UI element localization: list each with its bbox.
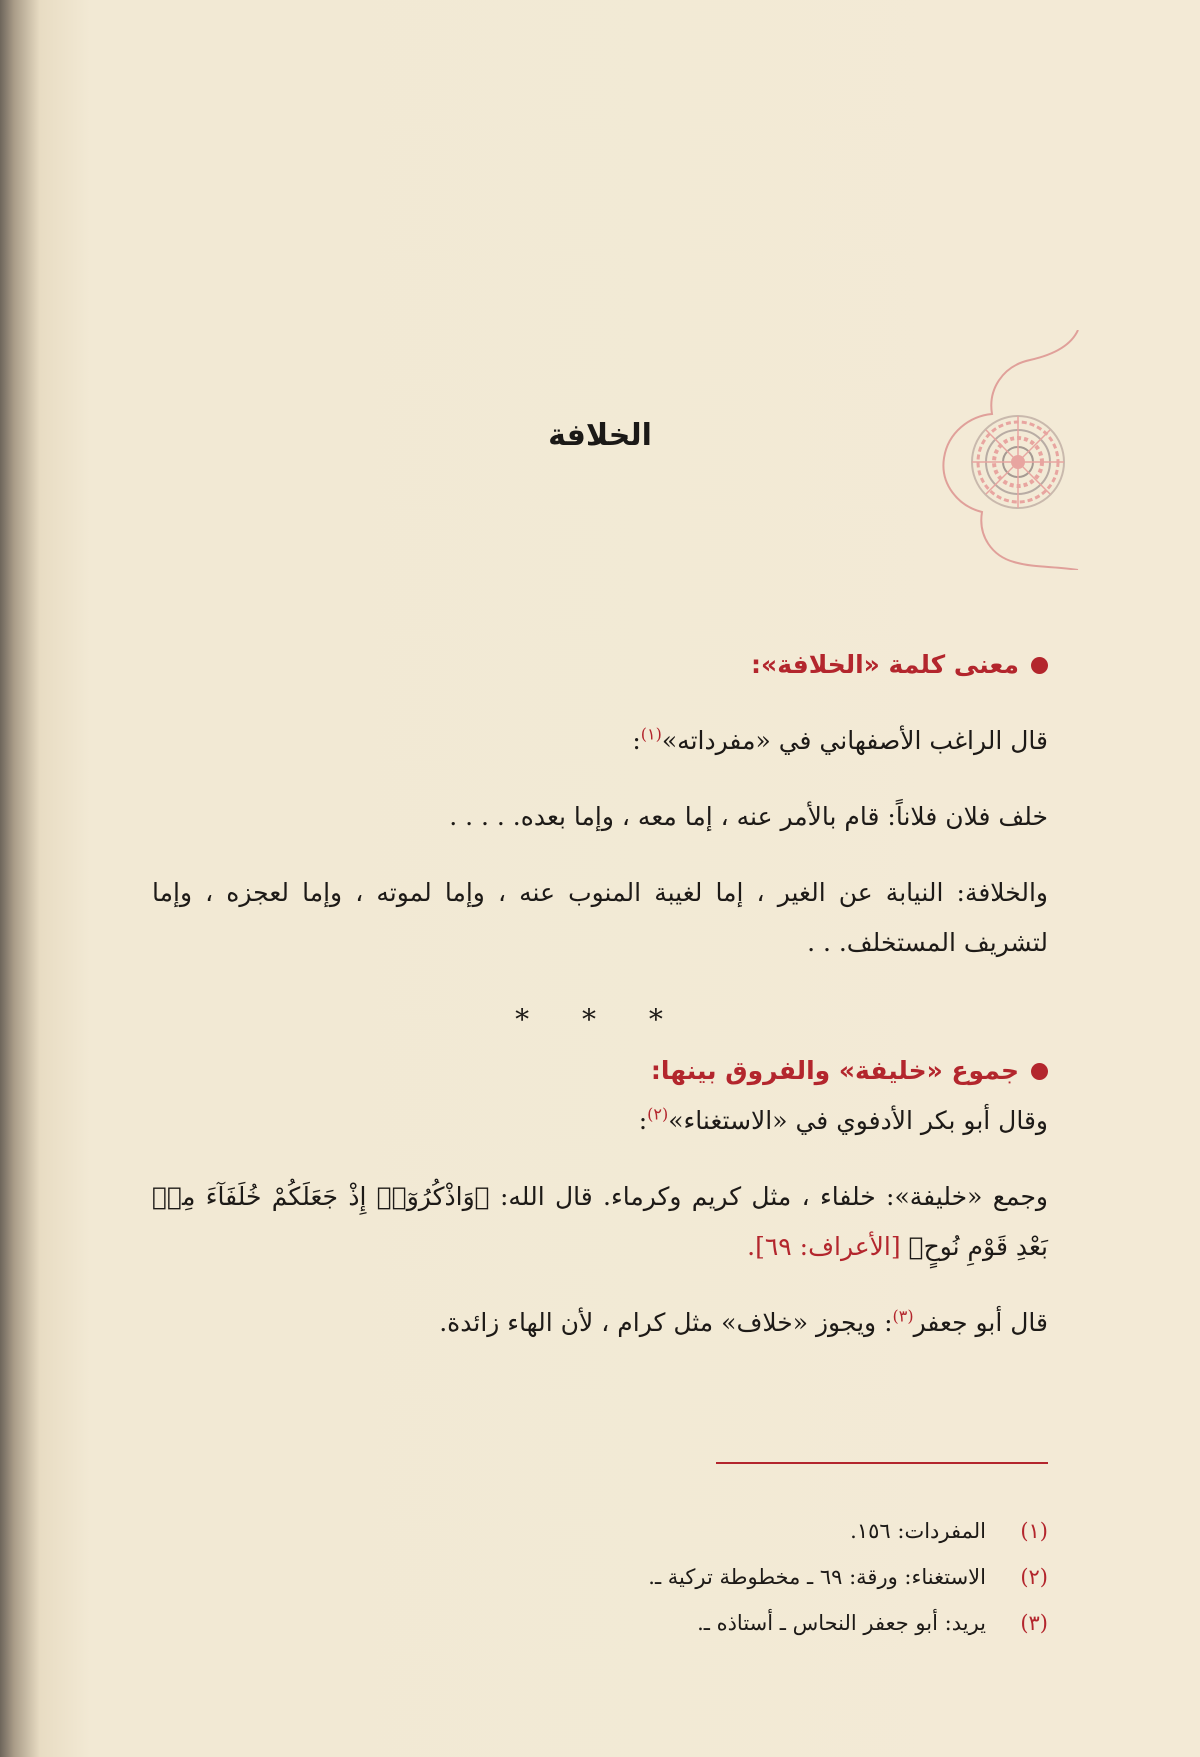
paragraph: وجمع «خليفة»: خلفاء ، مثل كريم وكرماء. قال الله: ﴿وَاذْكُرُوٓا۟ إِذْ جَعَلَكُمْ خُلَفَآءَ مِنۢ بَعْدِ قَوْمِ نُوحٍ﴾ [الأعراف: ٦٩]. — [152, 1182, 1048, 1261]
paragraph: قال أبو جعفر$^{(٣)}$: ويجوز «خلاف» مثل كرام ، لأن الهاء زائدة. — [439, 1306, 1048, 1337]
paragraph: وقال أبو بكر الأدفوي في «الاستغناء»$^{(٢)}$: — [638, 1104, 1048, 1135]
footnote-number: (٣) — [1020, 1611, 1048, 1635]
bullet-icon — [1031, 1063, 1048, 1080]
bullet-icon — [1031, 657, 1048, 674]
footnote-ref[interactable]: (١) — [640, 724, 662, 744]
paragraph: قال الراغب الأصفهاني في «مفرداته»$^{(١)}$: — [632, 724, 1048, 755]
footnotes — [152, 1508, 1048, 1646]
footnote — [152, 1600, 1048, 1646]
section-heading-text: معنى كلمة «الخلافة»: — [751, 650, 1019, 679]
section-heading-plurals — [152, 1046, 1048, 1096]
quran-verse: ﴿وَاذْكُرُوٓا۟ إِذْ جَعَلَكُمْ خُلَفَآءَ مِنۢ بَعْدِ قَوْمِ نُوحٍ﴾ — [152, 1182, 1048, 1261]
main-text — [152, 640, 1048, 1348]
verse-citation: [الأعراف: ٦٩]. — [747, 1232, 901, 1261]
footnote-text: المفردات: ١٥٦. — [850, 1519, 986, 1543]
footnote — [152, 1554, 1048, 1600]
chapter-title: الخلافة — [548, 418, 652, 453]
paragraph: خلف فلان فلاناً: قام بالأمر عنه ، إما معه ، وإما بعده. . . . . — [449, 802, 1048, 831]
footnote-ref[interactable]: (٢) — [647, 1104, 669, 1124]
footnote — [152, 1508, 1048, 1554]
section-heading-text: جموع «خليفة» والفروق بينها: — [650, 1056, 1019, 1085]
paragraph: والخلافة: النيابة عن الغير ، إما لغيبة المنوب عنه ، وإما لموته ، وإما لعجزه ، وإما لتشريف المستخلف. . . — [152, 878, 1048, 957]
footnote-number: (٢) — [1020, 1565, 1048, 1589]
section-separator: * * * — [515, 1003, 685, 1036]
footnote-text: يريد: أبو جعفر النحاس ـ أستاذه ـ. — [697, 1611, 986, 1635]
footnote-divider — [716, 1462, 1048, 1464]
footnote-number: (١) — [1020, 1519, 1048, 1543]
footnote-text: الاستغناء: ورقة: ٦٩ ـ مخطوطة تركية ـ. — [648, 1565, 986, 1589]
footnote-ref[interactable]: (٣) — [892, 1306, 914, 1326]
section-heading-meaning — [152, 640, 1048, 690]
